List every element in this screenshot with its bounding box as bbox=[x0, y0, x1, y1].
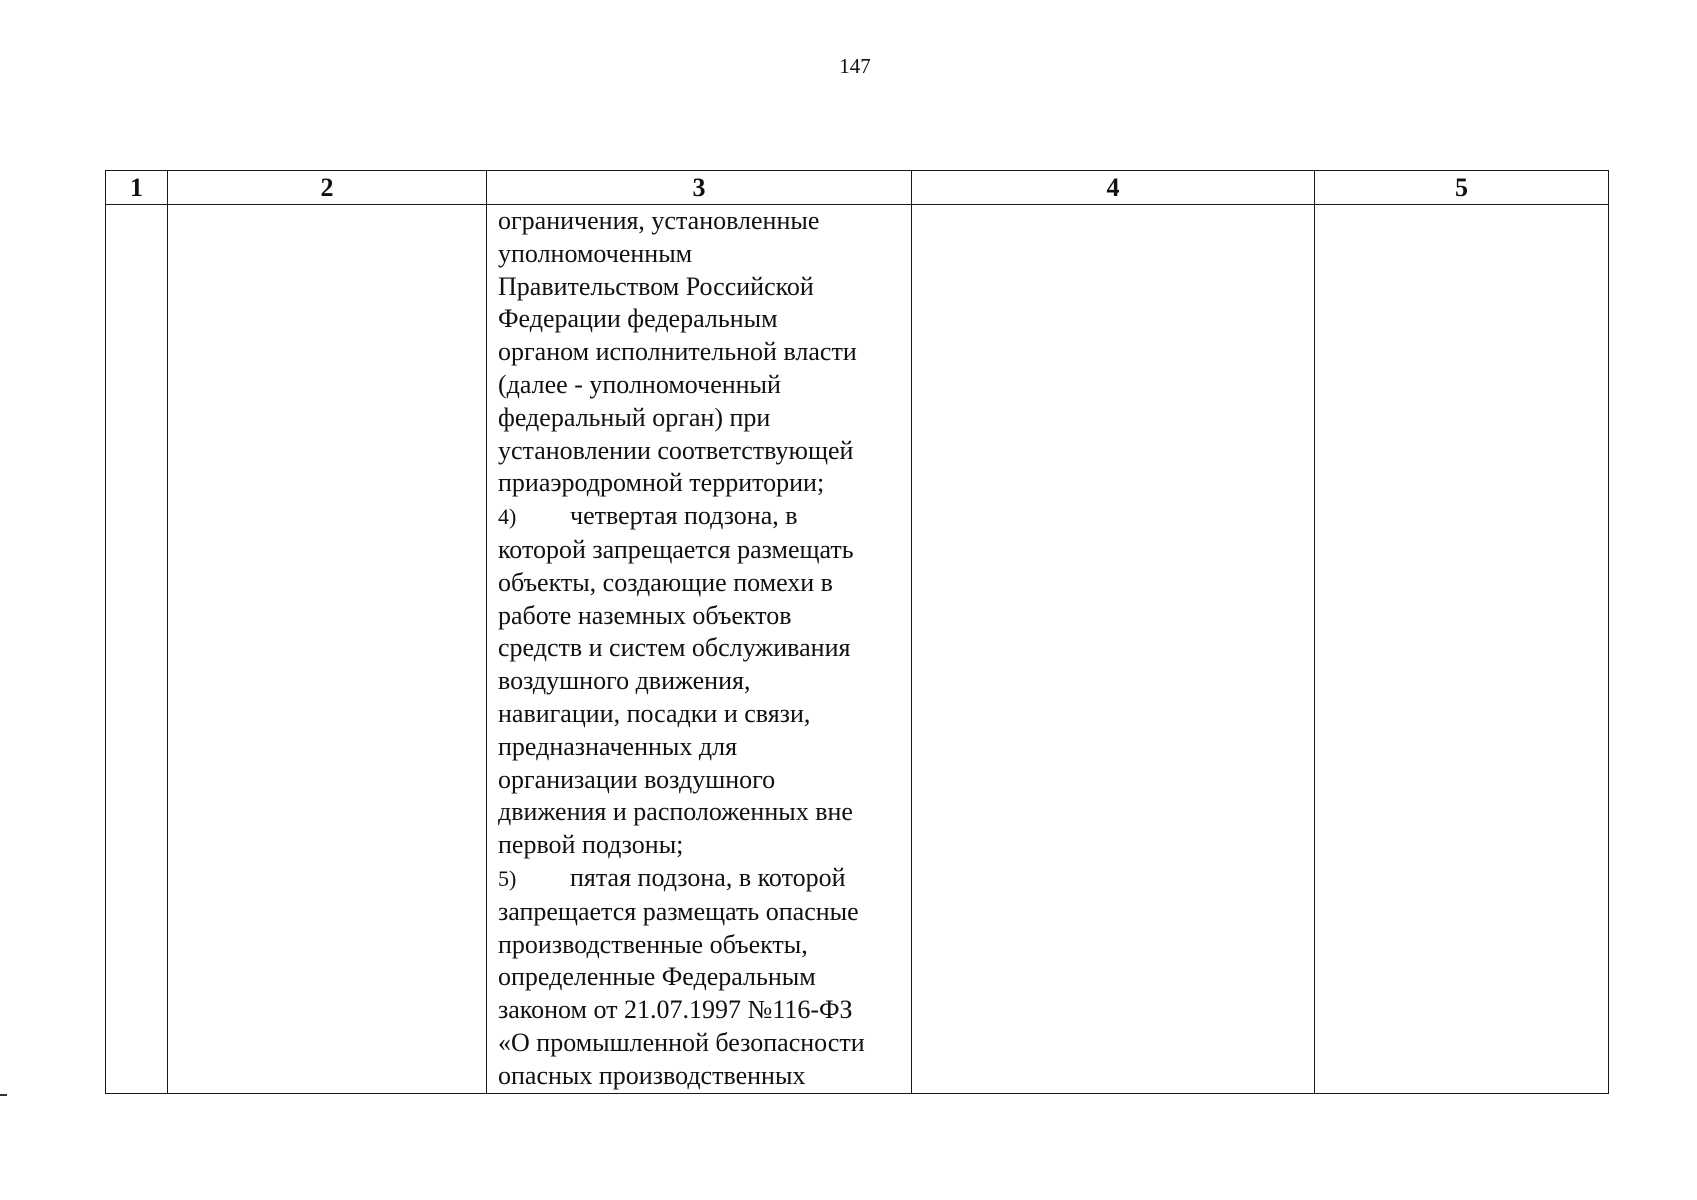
text-line: которой запрещается размещать bbox=[498, 534, 854, 564]
list-text: пятая подзона, в которой bbox=[570, 862, 846, 892]
table-header-row bbox=[106, 171, 1609, 205]
column-header-3: 3 bbox=[487, 171, 912, 205]
text-line: Федерации федеральным bbox=[498, 304, 778, 334]
cell-col-2 bbox=[168, 205, 487, 1094]
text-line: «О промышленной безопасности bbox=[498, 1027, 865, 1057]
page-number: 147 bbox=[839, 54, 871, 78]
text-line: федеральный орган) при bbox=[498, 402, 771, 432]
column-header-2: 2 bbox=[168, 171, 487, 205]
cell-col-5 bbox=[1315, 205, 1609, 1094]
cell-col-3-text bbox=[498, 205, 903, 1093]
text-line: организации воздушного bbox=[498, 764, 776, 794]
list-text: четвертая подзона, в bbox=[570, 501, 798, 531]
text-line: приаэродромной территории; bbox=[498, 468, 825, 498]
text-line: установлении соответствующей bbox=[498, 435, 854, 465]
scan-edge-mark bbox=[0, 1094, 7, 1096]
text-line: органом исполнительной власти bbox=[498, 337, 857, 367]
text-line: средств и систем обслуживания bbox=[498, 633, 851, 663]
text-line: ограничения, установленные bbox=[498, 206, 820, 235]
text-line: первой подзоны; bbox=[498, 830, 684, 860]
text-line: уполномоченным bbox=[498, 238, 693, 268]
text-line: определенные Федеральным bbox=[498, 962, 816, 992]
table-row bbox=[106, 205, 1609, 1094]
text-line bbox=[498, 500, 903, 534]
text-line bbox=[498, 862, 903, 896]
text-line: производственные объекты, bbox=[498, 929, 808, 959]
text-line: работе наземных объектов bbox=[498, 600, 792, 630]
text-line: движения и расположенных вне bbox=[498, 797, 853, 827]
text-line: воздушного движения, bbox=[498, 666, 751, 696]
document-table bbox=[105, 170, 1609, 1094]
text-line: Правительством Российской bbox=[498, 271, 814, 301]
text-line: запрещается размещать опасные bbox=[498, 896, 859, 926]
list-number: 5) bbox=[498, 865, 517, 891]
text-line: опасных производственных bbox=[498, 1060, 806, 1090]
cell-col-3 bbox=[487, 205, 912, 1094]
list-number: 4) bbox=[498, 504, 517, 530]
column-header-1: 1 bbox=[106, 171, 168, 205]
text-line: навигации, посадки и связи, bbox=[498, 698, 811, 728]
text-line: объекты, создающие помехи в bbox=[498, 567, 833, 597]
text-line: (далее - уполномоченный bbox=[498, 369, 781, 399]
cell-col-1 bbox=[106, 205, 168, 1094]
column-header-4: 4 bbox=[912, 171, 1315, 205]
column-header-5: 5 bbox=[1315, 171, 1609, 205]
text-line: предназначенных для bbox=[498, 731, 738, 761]
cell-col-4 bbox=[912, 205, 1315, 1094]
text-line: законом от 21.07.1997 №116-ФЗ bbox=[498, 995, 853, 1025]
